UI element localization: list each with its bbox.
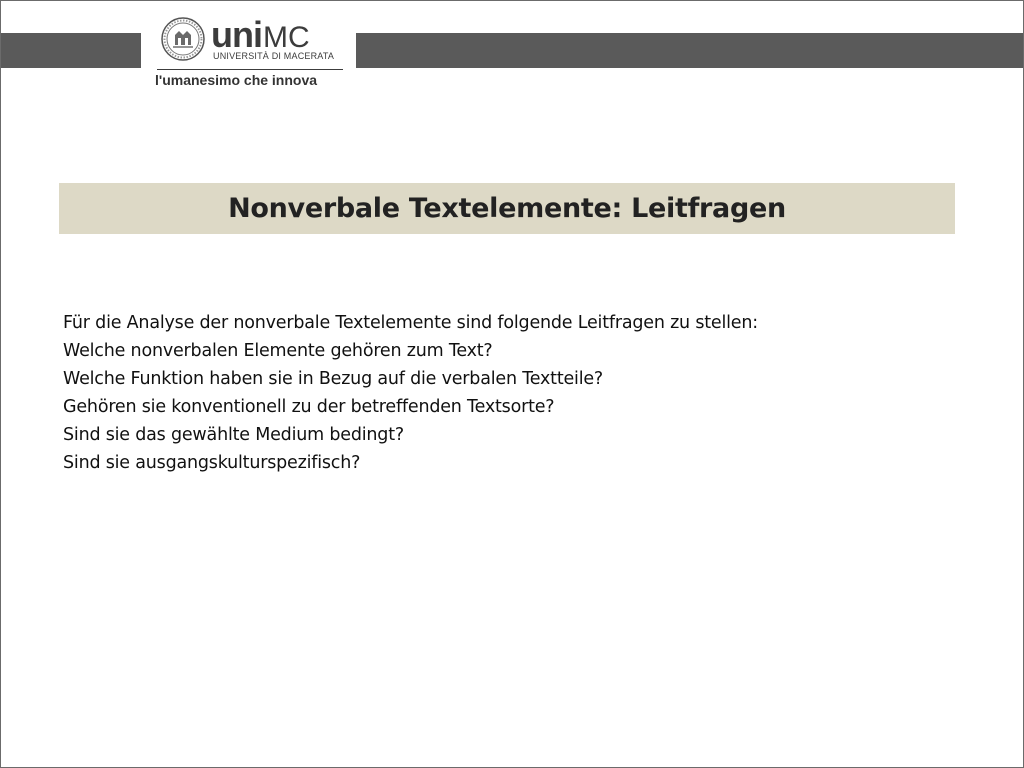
logo-tagline: l'umanesimo che innova	[155, 72, 318, 88]
university-logo	[149, 13, 349, 91]
body-line: Welche nonverbalen Elemente gehören zum Text?	[63, 341, 493, 361]
logo-wordmark-mc: MC	[262, 21, 310, 54]
logo-subtitle: UNIVERSITÀ DI MACERATA	[213, 51, 335, 61]
logo-wordmark-uni: uni	[211, 14, 262, 55]
header-bar-right	[356, 33, 1023, 68]
slide-body	[63, 309, 963, 477]
logo-divider	[157, 69, 343, 70]
body-line: Welche Funktion haben sie in Bezug auf die verbalen Textteile?	[63, 369, 604, 389]
logo-wordmark	[211, 14, 310, 55]
body-line: Sind sie ausgangskulturspezifisch?	[63, 453, 361, 473]
body-line: Gehören sie konventionell zu der betreffenden Textsorte?	[63, 397, 555, 417]
slide-title: Nonverbale Textelemente: Leitfragen	[228, 193, 786, 224]
title-band	[59, 183, 955, 234]
body-line: Sind sie das gewählte Medium bedingt?	[63, 425, 404, 445]
header-bar-left	[1, 33, 141, 68]
body-line: Für die Analyse der nonverbale Textelemente sind folgende Leitfragen zu stellen:	[63, 313, 758, 333]
university-seal-icon	[161, 17, 205, 61]
